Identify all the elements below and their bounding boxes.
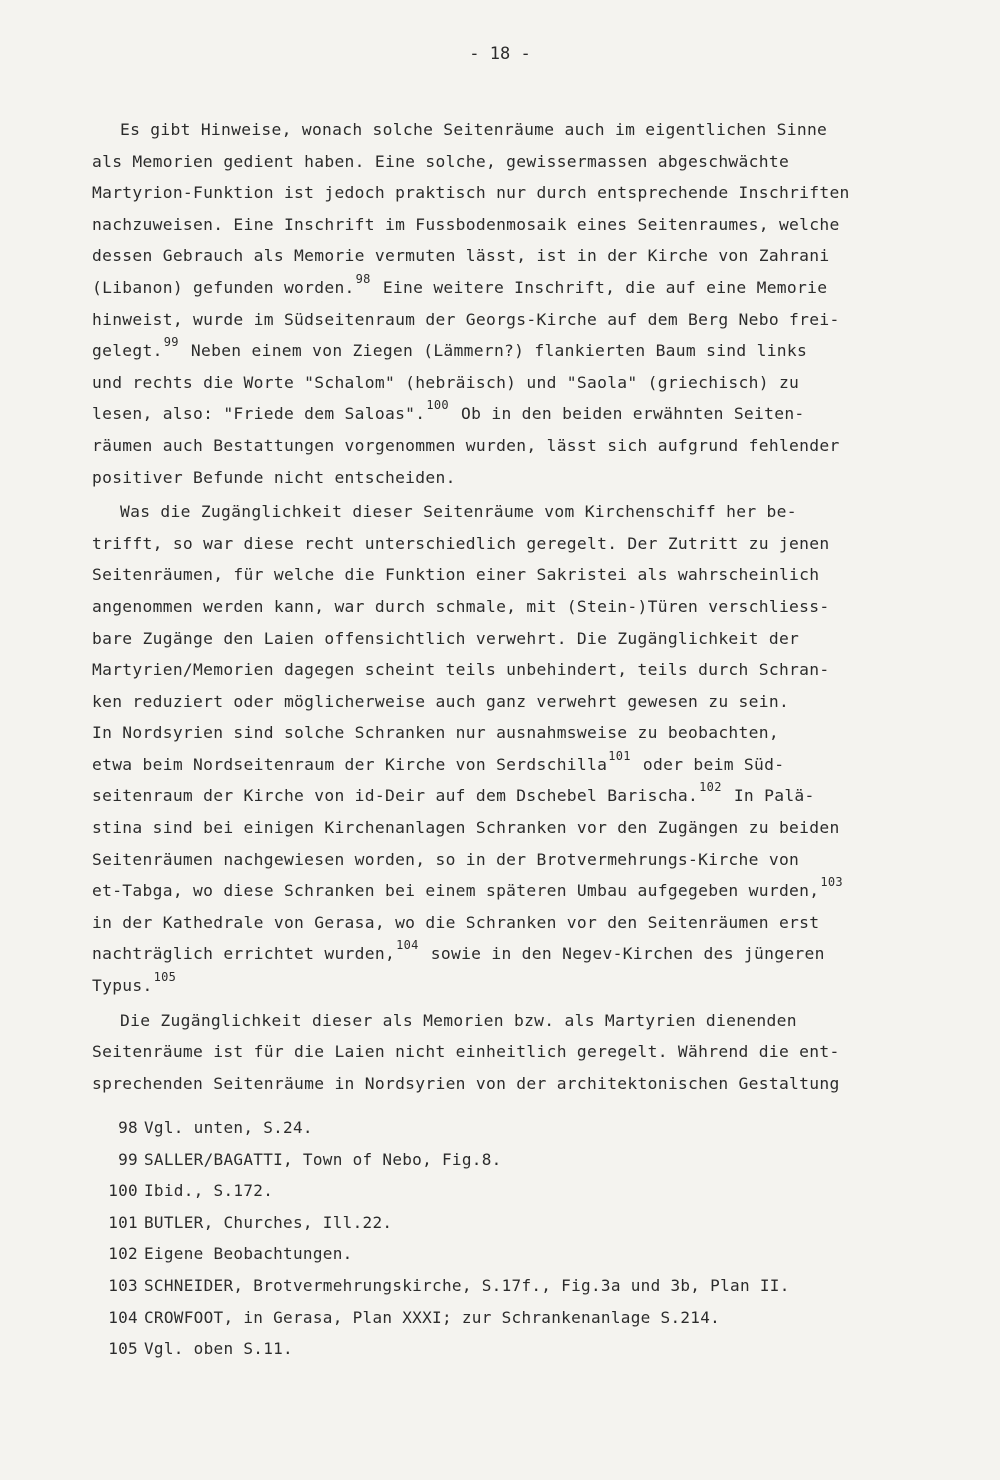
- text-segment: dessen Gebrauch als Memorie vermuten lässt, ist in der Kirche von Zahrani: [92, 246, 830, 266]
- footnote: [104, 1175, 964, 1207]
- text-line: [92, 335, 972, 367]
- text-line: [92, 654, 972, 686]
- footnote: [104, 1302, 964, 1334]
- footnote-text: SALLER/BAGATTI, Town of Nebo, Fig.8.: [144, 1149, 502, 1169]
- text-line: [92, 844, 972, 876]
- text-segment: Typus.: [92, 976, 153, 996]
- text-line: [92, 240, 972, 272]
- text-segment: oder beim Süd-: [632, 754, 785, 774]
- text-line: [92, 717, 972, 749]
- footnote: [104, 1112, 964, 1144]
- footnote-number: 98: [118, 1118, 138, 1137]
- text-segment: angenommen werden kann, war durch schmale, mit (Stein-)Türen verschliess-: [92, 596, 830, 616]
- footnote: [104, 1144, 964, 1176]
- footnote-reference: 101: [608, 748, 631, 763]
- footnote-reference: 98: [355, 271, 371, 286]
- footnote-reference: 102: [699, 780, 722, 795]
- text-segment: Es gibt Hinweise, wonach solche Seitenräume auch im eigentlichen Sinne: [120, 120, 828, 139]
- text-segment: gelegt.: [92, 341, 163, 361]
- footnote-text: BUTLER, Churches, Ill.22.: [144, 1212, 393, 1232]
- text-line: [92, 749, 972, 781]
- text-segment: als Memorien gedient haben. Eine solche, gewissermassen abgeschwächte: [92, 151, 790, 171]
- text-segment: Martyrien/Memorien dagegen scheint teils unbehindert, teils durch Schran-: [92, 660, 830, 680]
- footnotes: [104, 1112, 964, 1365]
- text-segment: trifft, so war diese recht unterschiedlich geregelt. Der Zutritt zu jenen: [92, 533, 830, 553]
- text-segment: räumen auch Bestattungen vorgenommen wurden, lässt sich aufgrund fehlender: [92, 435, 840, 455]
- text-segment: in der Kathedrale von Gerasa, wo die Schranken vor den Seitenräumen erst: [92, 912, 820, 932]
- text-line: [92, 970, 972, 1002]
- text-segment: bare Zugänge den Laien offensichtlich verwehrt. Die Zugänglichkeit der: [92, 628, 800, 648]
- text-segment: Seitenräumen, für welche die Funktion einer Sakristei als wahrscheinlich: [92, 565, 820, 585]
- text-line: [92, 907, 972, 939]
- page-number: - 18 -: [469, 44, 531, 64]
- text-line: [92, 209, 972, 241]
- text-line: [92, 938, 972, 970]
- footnote: [104, 1238, 964, 1270]
- text-segment: Neben einem von Ziegen (Lämmern?) flankierten Baum sind links: [180, 341, 808, 361]
- text-line: [92, 1036, 972, 1068]
- text-line: [92, 367, 972, 399]
- text-segment: In Palä-: [723, 786, 815, 806]
- text-line: [92, 462, 972, 494]
- text-line: [92, 146, 972, 178]
- text-segment: Die Zugänglichkeit dieser als Memorien bzw. als Martyrien dienenden: [120, 1010, 797, 1030]
- text-line: [92, 114, 972, 146]
- text-segment: stina sind bei einigen Kirchenanlagen Schranken vor den Zugängen zu beiden: [92, 818, 840, 838]
- text-segment: Seitenräumen nachgewiesen worden, so in der Brotvermehrungs-Kirche von: [92, 849, 800, 869]
- text-segment: und rechts die Worte "Schalom" (hebräisch) und "Saola" (griechisch) zu: [92, 372, 800, 392]
- text-line: [92, 623, 972, 655]
- footnote-reference: 99: [163, 335, 179, 350]
- footnote-number: 101: [108, 1212, 138, 1232]
- text-segment: sowie in den Negev-Kirchen des jüngeren: [420, 944, 825, 964]
- footnote: [104, 1333, 964, 1365]
- text-segment: seitenraum der Kirche von id-Deir auf dem Dschebel Barischa.: [92, 786, 699, 806]
- footnote-reference: 103: [820, 875, 843, 890]
- footnote-text: Ibid., S.172.: [144, 1181, 274, 1201]
- text-segment: Was die Zugänglichkeit dieser Seitenräume vom Kirchenschiff her be-: [120, 502, 797, 522]
- text-line: [92, 528, 972, 560]
- text-segment: Ob in den beiden erwähnten Seiten-: [450, 404, 805, 424]
- text-line: [92, 430, 972, 462]
- text-segment: (Libanon) gefunden worden.: [92, 277, 355, 297]
- text-line: [92, 1068, 972, 1100]
- text-segment: nachzuweisen. Eine Inschrift im Fussbodenmosaik eines Seitenraumes, welche: [92, 214, 840, 234]
- text-segment: etwa beim Nordseitenraum der Kirche von Serdschilla: [92, 754, 608, 774]
- text-segment: Martyrion-Funktion ist jedoch praktisch nur durch entsprechende Inschriften: [92, 183, 850, 203]
- text-line: [92, 780, 972, 812]
- footnote: [104, 1207, 964, 1239]
- footnote-text: Vgl. oben S.11.: [144, 1339, 293, 1359]
- text-line: [92, 304, 972, 336]
- text-line: [92, 559, 972, 591]
- footnote-number: 100: [108, 1181, 138, 1201]
- text-line: [92, 272, 972, 304]
- text-line: [92, 1005, 972, 1037]
- footnote-text: Eigene Beobachtungen.: [144, 1244, 353, 1264]
- footnote-number: 103: [108, 1275, 138, 1295]
- footnote-number: 102: [108, 1244, 138, 1264]
- footnote-text: Vgl. unten, S.24.: [144, 1118, 313, 1137]
- body-text: [92, 114, 972, 1099]
- text-line: [92, 875, 972, 907]
- footnote-text: SCHNEIDER, Brotvermehrungskirche, S.17f., Fig.3a und 3b, Plan II.: [144, 1275, 790, 1295]
- footnote: [104, 1270, 964, 1302]
- footnote-number: 104: [108, 1307, 138, 1327]
- footnote-reference: 100: [426, 398, 449, 413]
- footnote-text: CROWFOOT, in Gerasa, Plan XXXI; zur Schrankenanlage S.214.: [144, 1307, 721, 1327]
- text-segment: ken reduziert oder möglicherweise auch ganz verwehrt gewesen zu sein.: [92, 691, 790, 711]
- text-segment: In Nordsyrien sind solche Schranken nur ausnahmsweise zu beobachten,: [92, 723, 779, 743]
- text-segment: positiver Befunde nicht entscheiden.: [92, 467, 456, 487]
- footnote-number: 99: [118, 1149, 138, 1169]
- text-segment: Eine weitere Inschrift, die auf eine Memorie: [372, 277, 828, 297]
- footnote-reference: 105: [153, 970, 177, 985]
- text-segment: hinweist, wurde im Südseitenraum der Georgs-Kirche auf dem Berg Nebo frei-: [92, 309, 840, 329]
- text-line: [92, 812, 972, 844]
- text-line: [92, 496, 972, 528]
- text-line: [92, 686, 972, 718]
- text-line: [92, 398, 972, 430]
- text-segment: sprechenden Seitenräume in Nordsyrien von der architektonischen Gestaltung: [92, 1073, 840, 1093]
- footnote-reference: 104: [396, 938, 419, 953]
- text-segment: nachträglich errichtet wurden,: [92, 944, 396, 964]
- text-segment: Seitenräume ist für die Laien nicht einheitlich geregelt. Während die ent-: [92, 1042, 840, 1062]
- text-line: [92, 177, 972, 209]
- text-line: [92, 591, 972, 623]
- text-segment: et-Tabga, wo diese Schranken bei einem späteren Umbau aufgegeben wurden,: [92, 881, 820, 901]
- footnote-number: 105: [108, 1339, 138, 1359]
- text-segment: lesen, also: "Friede dem Saloas".: [92, 404, 426, 424]
